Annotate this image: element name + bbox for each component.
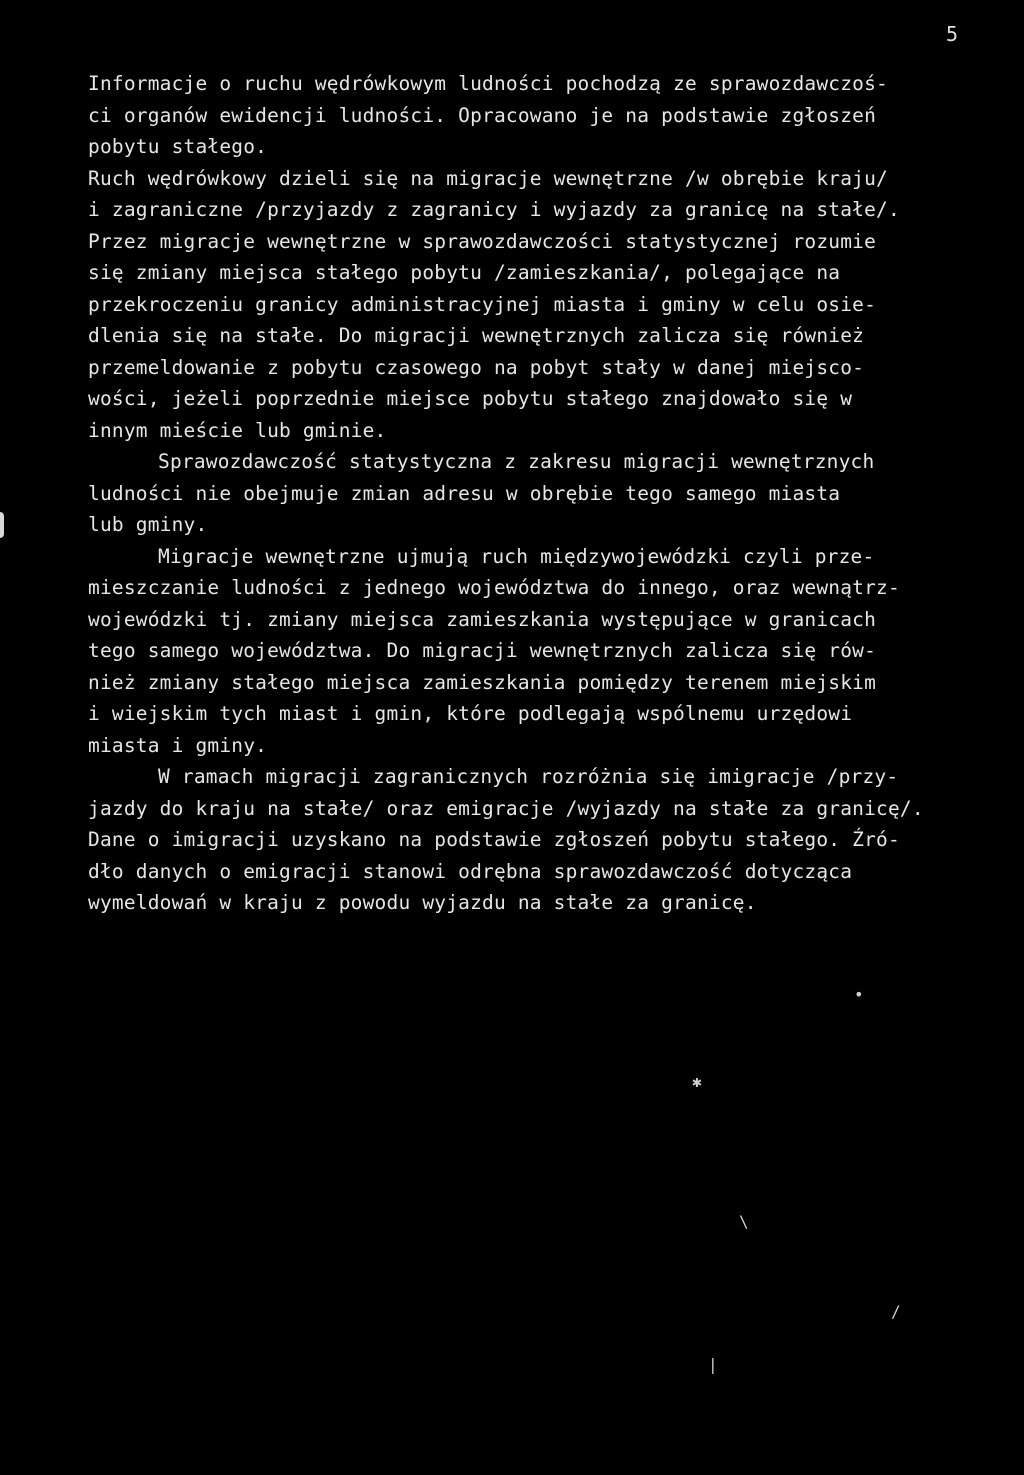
text-line: mieszczanie ludności z jednego województwa do innego, oraz wewnątrz- bbox=[88, 576, 900, 599]
text-line: jazdy do kraju na stałe/ oraz emigracje /wyjazdy na stałe za granicę/. bbox=[88, 796, 924, 820]
text-line: Przez migracje wewnętrzne w sprawozdawczości statystycznej rozumie bbox=[88, 229, 877, 253]
text-line: nież zmiany stałego miejsca zamieszkania pomiędzy terenem miejskim bbox=[88, 670, 877, 694]
scan-speck: ✱ bbox=[692, 1072, 702, 1091]
text-line: i zagraniczne /przyjazdy z zagranicy i wyjazdy za granicę na stałe/. bbox=[88, 198, 900, 221]
scan-speck: | bbox=[708, 1355, 718, 1374]
text-line: się zmiany miejsca stałego pobytu /zamieszkania/, polegające na bbox=[88, 261, 841, 284]
body-text bbox=[88, 68, 988, 919]
text-line: lub gminy. bbox=[88, 513, 208, 536]
text-line: wymeldowań w kraju z powodu wyjazdu na stałe za granicę. bbox=[88, 891, 757, 914]
text-line: dło danych o emigracji stanowi odrębna sprawozdawczość dotycząca bbox=[88, 859, 853, 883]
scan-speck: / bbox=[891, 1302, 901, 1321]
text-line: ci organów ewidencji ludności. Opracowano je na podstawie zgłoszeń bbox=[88, 103, 877, 127]
text-line: Informacje o ruchu wędrówkowym ludności pochodzą ze sprawozdawczoś- bbox=[88, 72, 888, 95]
text-line: dlenia się na stałe. Do migracji wewnętrznych zalicza się również bbox=[88, 324, 865, 347]
page-number: 5 bbox=[946, 22, 959, 46]
text-line: przemeldowanie z pobytu czasowego na pobyt stały w danej miejsco- bbox=[88, 355, 865, 379]
text-line: Migracje wewnętrzne ujmują ruch międzywojewódzki czyli prze- bbox=[158, 544, 875, 568]
scan-speck: • bbox=[854, 985, 864, 1004]
text-line: wości, jeżeli poprzednie miejsce pobytu stałego znajdowało się w bbox=[88, 387, 853, 410]
text-line: pobytu stałego. bbox=[88, 135, 268, 158]
text-line: wojewódzki tj. zmiany miejsca zamieszkania występujące w granicach bbox=[88, 607, 877, 631]
text-line: i wiejskim tych miast i gmin, które podlegają wspólnemu urzędowi bbox=[88, 702, 853, 725]
text-line: miasta i gminy. bbox=[88, 733, 268, 757]
text-line: Dane o imigracji uzyskano na podstawie zgłoszeń pobytu stałego. Źró- bbox=[88, 828, 900, 851]
left-edge-mark bbox=[0, 512, 4, 538]
text-line: ludności nie obejmuje zmian adresu w obrębie tego samego miasta bbox=[88, 481, 841, 505]
text-line: W ramach migracji zagranicznych rozróżnia się imigracje /przy- bbox=[158, 765, 899, 788]
text-line: innym mieście lub gminie. bbox=[88, 418, 387, 442]
text-line: tego samego województwa. Do migracji wewnętrznych zalicza się rów- bbox=[88, 639, 877, 662]
text-line: przekroczeniu granicy administracyjnej miasta i gminy w celu osie- bbox=[88, 292, 877, 316]
text-line: Ruch wędrówkowy dzieli się na migracje wewnętrzne /w obrębie kraju/ bbox=[88, 166, 888, 190]
text-line: Sprawozdawczość statystyczna z zakresu migracji wewnętrznych bbox=[158, 450, 875, 473]
scan-speck: \ bbox=[739, 1212, 749, 1231]
